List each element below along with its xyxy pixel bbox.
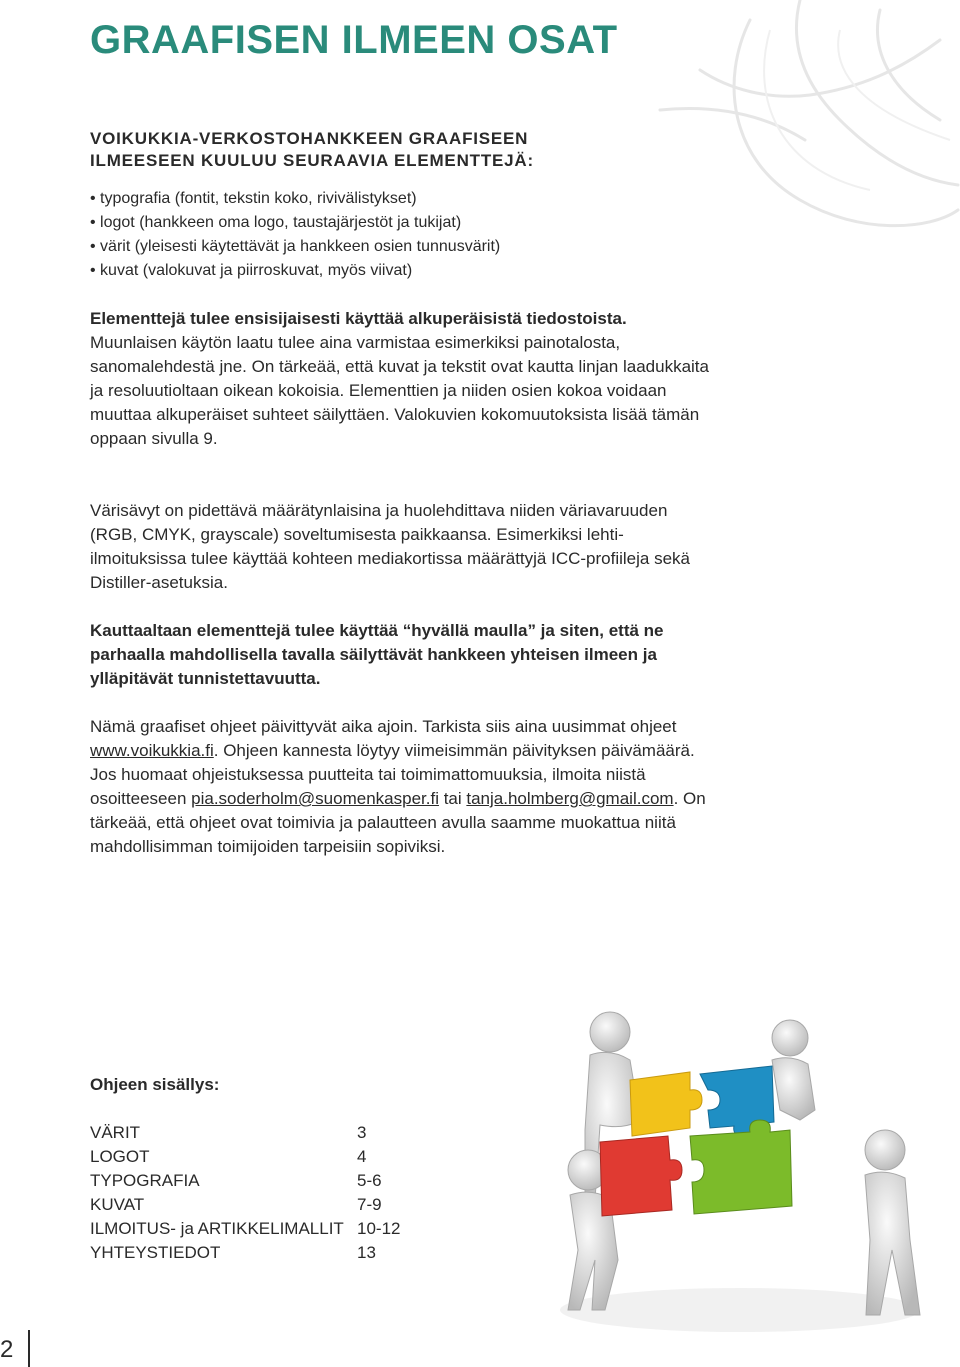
toc-pages: 5-6: [357, 1171, 382, 1190]
page-number: 2: [0, 1336, 14, 1363]
paragraph-good-taste: Kauttaaltaan elementtejä tulee käyttää “hyvällä maulla” ja siten, että ne parhaalla mahdollisella tavalla säilyttävät hankkeen yhteisen ilmeen ja ylläpitävät tunnistettavuutta.: [90, 621, 664, 688]
elements-list: [90, 187, 500, 283]
toc-row: [90, 1121, 400, 1145]
toc-label: VÄRIT: [90, 1123, 141, 1142]
paragraph-source-files: [90, 307, 710, 451]
page-title: GRAAFISEN ILMEEN OSAT: [90, 18, 618, 62]
toc-pages: 13: [357, 1243, 376, 1262]
updates-text-d: . On tärkeää, että ohjeet ovat toimivia ja palautteen avulla saamme muokattua niitä mahdollisimman toimijoiden tarpeisiin sopiviksi.: [90, 789, 706, 856]
toc-label: ILMOITUS- ja ARTIKKELIMALLIT: [90, 1219, 344, 1238]
intro-subheading-line2: ILMEESEEN KUULUU SEURAAVIA ELEMENTTEJÄ:: [90, 151, 534, 170]
toc-pages: 10-12: [357, 1219, 401, 1238]
updates-text-a: Nämä graafiset ohjeet päivittyvät aika ajoin. Tarkista siis aina uusimmat ohjeet: [90, 717, 677, 736]
toc-row: [90, 1217, 400, 1241]
page-edge-divider: [28, 1330, 30, 1367]
toc-row: [90, 1169, 400, 1193]
puzzle-figures-icon: [540, 1010, 940, 1340]
list-item: • kuvat (valokuvat ja piirroskuvat, myös viivat): [90, 259, 500, 283]
intro-subheading: [90, 128, 650, 172]
toc-pages: 4: [357, 1147, 367, 1166]
table-of-contents: [90, 1121, 400, 1265]
toc-label: KUVAT: [90, 1195, 145, 1214]
toc-label: TYPOGRAFIA: [90, 1171, 200, 1190]
paragraph-source-files-text: Muunlaisen käytön laatu tulee aina varmistaa esimerkiksi painotalosta, sanomalehdestä jne. On tärkeää, että kuvat ja tekstit ovat kautta linjan laadukkaita ja resoluutioltaan oikean kokoisia. Elementtien ja niiden osien kokoa voidaan muuttaa alkuperäiset suhteet säilyttäen. Valokuvien kokomuutoksista lisää tämän oppaan sivulla 9.: [90, 333, 709, 448]
list-item: • typografia (fontit, tekstin koko, rivivälistykset): [90, 187, 500, 211]
list-item: • logot (hankkeen oma logo, taustajärjestöt ja tukijat): [90, 211, 500, 235]
toc-pages: 3: [357, 1123, 367, 1142]
toc-row: [90, 1193, 400, 1217]
toc-row: [90, 1241, 400, 1265]
updates-text-b: . Ohjeen kannesta löytyy viimeisimmän päivityksen päivämäärä. Jos huomaat ohjeistuksessa puutteita tai toimimattomuuksia, ilmoita niistä osoitteeseen: [90, 741, 695, 808]
intro-subheading-line1: VOIKUKKIA-VERKOSTOHANKKEEN GRAAFISEEN: [90, 129, 529, 148]
updates-text-c: tai: [438, 789, 467, 808]
list-item: • värit (yleisesti käytettävät ja hankkeen osien tunnusvärit): [90, 235, 500, 259]
toc-label: YHTEYSTIEDOT: [90, 1243, 221, 1262]
toc-label: LOGOT: [90, 1147, 150, 1166]
website-link[interactable]: www.voikukkia.fi: [90, 741, 214, 760]
contents-heading: Ohjeen sisällys:: [90, 1075, 220, 1094]
email-link-pia[interactable]: pia.soderholm@suomenkasper.fi: [191, 789, 439, 808]
paragraph-colour-spaces: Värisävyt on pidettävä määrätynlaisina ja huolehdittava niiden väriavaruuden (RGB, CMYK, grayscale) soveltumisesta paikkaansa. Esimerkiksi lehti-ilmoituksissa tulee käyttää kohteen mediakortissa määrättyjä ICC-profiileja sekä Distiller-asetuksia.: [90, 501, 690, 592]
email-link-tanja[interactable]: tanja.holmberg@gmail.com: [466, 789, 674, 808]
toc-pages: 7-9: [357, 1195, 382, 1214]
paragraph-source-files-bold: Elementtejä tulee ensisijaisesti käyttää alkuperäisistä tiedostoista.: [90, 309, 627, 328]
paragraph-updates: [90, 715, 710, 859]
swirl-decoration-icon: [640, 0, 960, 300]
toc-row: [90, 1145, 400, 1169]
